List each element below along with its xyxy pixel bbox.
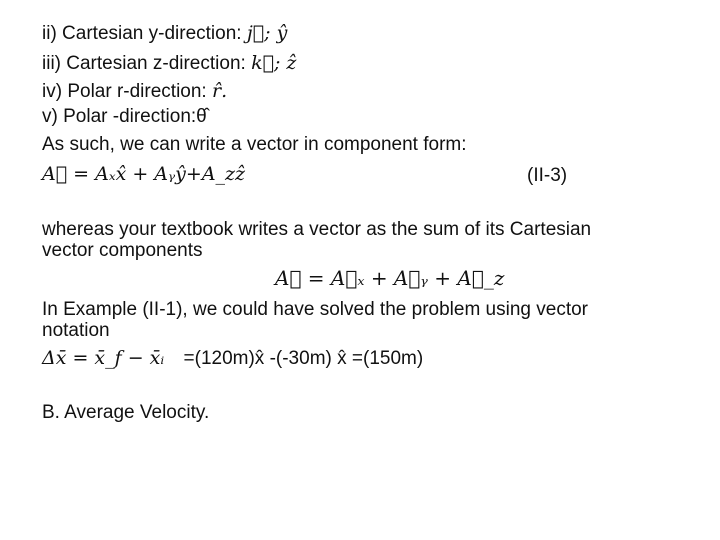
heading-text: B. Average Velocity. <box>42 402 210 423</box>
delta-x-result: =(120m)x̂ -(-30m) x̂ =(150m) <box>183 348 424 369</box>
line-example-1 <box>42 299 588 321</box>
math-k-z: k⃗; ẑ <box>251 52 297 74</box>
line-label: iii) Cartesian z-direction: <box>42 53 246 74</box>
line-polar-theta <box>42 106 207 128</box>
paragraph-text: whereas your textbook writes a vector as the sum of its Cartesian <box>42 219 592 240</box>
paragraph-text: vector components <box>42 240 203 261</box>
line-label: iv) Polar r-direction: <box>42 81 207 102</box>
math-r-hat: r̂. <box>212 80 228 102</box>
line-polar-r <box>42 80 227 103</box>
math-delta-x: Δx̄ = x̄_f − x̄ᵢ <box>42 347 165 369</box>
equation-component-form <box>42 163 245 185</box>
line-delta-x <box>42 347 423 370</box>
paragraph-text: notation <box>42 320 110 341</box>
paragraph-text: As such, we can write a vector in component form: <box>42 134 467 155</box>
equation-text: A⃗ = Aₓx̂ + Aᵧŷ+A_zẑ <box>42 163 246 185</box>
line-example-2 <box>42 320 110 342</box>
equation-number: (II-3) <box>527 165 568 186</box>
line-as-such <box>42 134 467 156</box>
line-label: ii) Cartesian y-direction: <box>42 23 242 44</box>
section-heading-average-velocity <box>42 402 209 424</box>
line-cartesian-y <box>42 22 287 45</box>
math-j-y: j⃗; ŷ <box>246 22 288 44</box>
line-whereas-2 <box>42 240 203 262</box>
line-cartesian-z <box>42 52 296 75</box>
line-label: v) Polar -direction:θ̂ <box>42 106 207 127</box>
paragraph-text: In Example (II-1), we could have solved the problem using vector <box>42 299 588 320</box>
line-whereas-1 <box>42 219 591 241</box>
equation-vector-sum: A⃗ = A⃗ₓ + A⃗ᵧ + A⃗_z <box>275 266 505 290</box>
